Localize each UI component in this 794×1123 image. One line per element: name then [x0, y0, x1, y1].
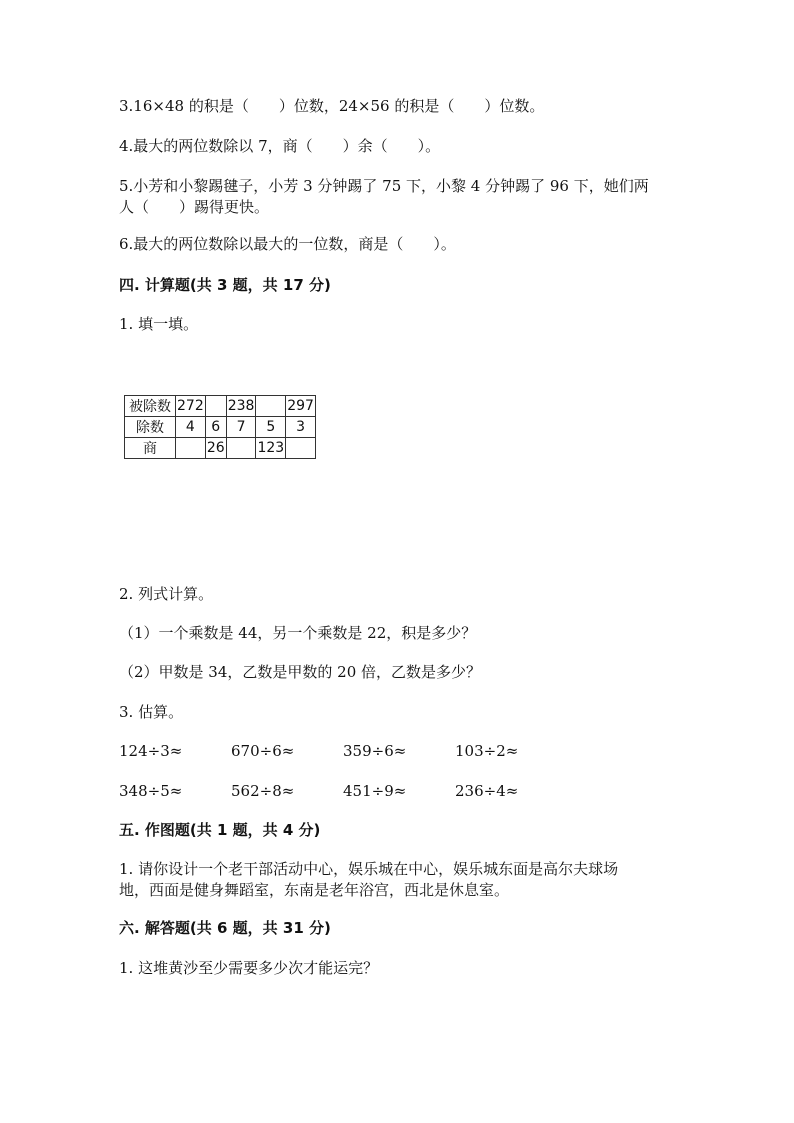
estimate-item: 236÷4≈	[455, 782, 519, 800]
table-row-dividend	[125, 396, 316, 417]
table-cell	[256, 396, 286, 417]
answer-question-1: 1. 这堆黄沙至少需要多少次才能运完？	[119, 959, 379, 977]
question-5-line-1: 5.小芳和小黎踢毽子，小芳 3 分钟踢了 75 下，小黎 4 分钟踢了 96 下，她们两	[119, 177, 649, 195]
table-cell: 297	[286, 396, 316, 417]
calc-question-2-sub-2: （2）甲数是 34，乙数是甲数的 20 倍，乙数是多少？	[119, 663, 482, 681]
question-5-line-2: 人（ ）踢得更快。	[119, 198, 270, 216]
question-6: 6.最大的两位数除以最大的一位数，商是（ ）。	[119, 235, 456, 253]
table-cell: 26	[205, 438, 226, 459]
table-cell: 3	[286, 417, 316, 438]
calc-question-2-sub-1: （1）一个乘数是 44，另一个乘数是 22，积是多少？	[119, 624, 477, 642]
table-row-divisor	[125, 417, 316, 438]
table-cell: 除数	[125, 417, 176, 438]
table-row-quotient	[125, 438, 316, 459]
table-cell: 4	[176, 417, 206, 438]
drawing-question-1-line-2: 地，西面是健身舞蹈室，东南是老年浴宫，西北是休息室。	[119, 881, 510, 899]
section-6-title: 六. 解答题(共 6 题，共 31 分)	[119, 919, 331, 937]
calc-question-1: 1. 填一填。	[119, 315, 199, 333]
estimate-item: 562÷8≈	[231, 782, 295, 800]
table-cell	[176, 438, 206, 459]
table-cell	[226, 438, 256, 459]
table-cell	[205, 396, 226, 417]
estimate-item: 670÷6≈	[231, 742, 295, 760]
question-3: 3.16×48 的积是（ ）位数，24×56 的积是（ ）位数。	[119, 97, 545, 115]
estimate-item: 348÷5≈	[119, 782, 183, 800]
table-cell: 7	[226, 417, 256, 438]
estimate-item: 124÷3≈	[119, 742, 183, 760]
table-cell	[286, 438, 316, 459]
section-4-title: 四. 计算题(共 3 题，共 17 分)	[119, 276, 331, 294]
table-cell: 5	[256, 417, 286, 438]
table-cell: 123	[256, 438, 286, 459]
estimate-item: 103÷2≈	[455, 742, 519, 760]
estimate-item: 359÷6≈	[343, 742, 407, 760]
calc-question-2: 2. 列式计算。	[119, 585, 214, 603]
section-5-title: 五. 作图题(共 1 题，共 4 分)	[119, 821, 321, 839]
table-cell: 被除数	[125, 396, 176, 417]
table-cell: 238	[226, 396, 256, 417]
estimate-item: 451÷9≈	[343, 782, 407, 800]
question-4: 4.最大的两位数除以 7，商（ ）余（ ）。	[119, 137, 441, 155]
table-cell: 272	[176, 396, 206, 417]
division-table	[124, 395, 316, 459]
calc-question-3: 3. 估算。	[119, 703, 184, 721]
drawing-question-1-line-1: 1. 请你设计一个老干部活动中心，娱乐城在中心，娱乐城东面是高尔夫球场	[119, 860, 619, 878]
table-cell: 商	[125, 438, 176, 459]
table-cell: 6	[205, 417, 226, 438]
